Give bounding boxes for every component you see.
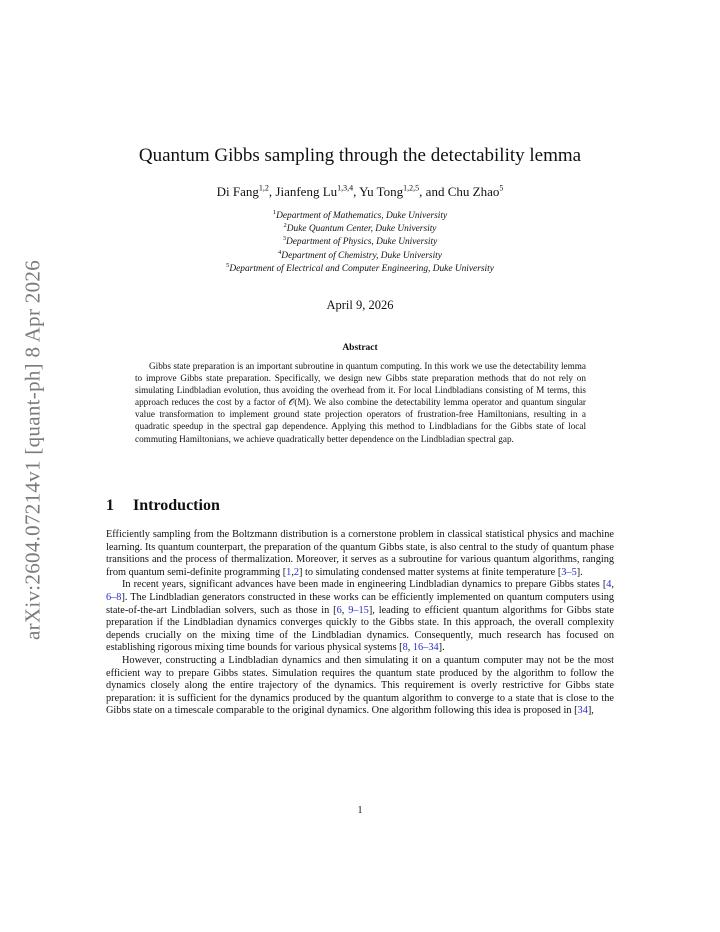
section-heading [106, 497, 220, 515]
affiliation-text: Duke Quantum Center, Duke University [286, 224, 437, 235]
affiliation-line [0, 210, 720, 223]
affiliation-line [0, 250, 720, 263]
section-title: Introduction [133, 497, 220, 514]
body-text-run: ] to simulating condensed matter systems at finite temperature [ [299, 566, 562, 578]
author-name: Di Fang [216, 184, 259, 199]
author-affiliation-mark: 1,2,5 [403, 183, 420, 193]
affiliation-text: Department of Chemistry, Duke University [281, 250, 442, 261]
citation-link[interactable]: 1 [286, 566, 292, 578]
author-name: Chu Zhao [447, 184, 500, 199]
citation-link[interactable]: 3–5 [561, 566, 577, 578]
citation-link[interactable]: 8 [402, 642, 408, 654]
affiliation-text: Department of Electrical and Computer Engineering, Duke University [229, 263, 494, 274]
body-text-run: , [611, 579, 614, 591]
citation-link[interactable]: 6 [336, 604, 342, 616]
body-text [106, 529, 614, 718]
arxiv-stamp-text: arXiv:2604.07214v1 [quant-ph] 8 Apr 2026 [20, 259, 45, 641]
affiliation-mark: 3 [282, 235, 286, 243]
citation-link[interactable]: 4 [606, 579, 612, 591]
paper-date: April 9, 2026 [326, 298, 394, 312]
section-number: 1 [106, 497, 114, 514]
author-name: Yu Tong [359, 184, 404, 199]
body-text-run: In recent years, significant advances have been made in engineering Lindbladian dynamics to prepare Gibbs states [ [122, 579, 607, 591]
author-name: Jianfeng Lu [275, 184, 338, 199]
body-text-run: , [407, 642, 413, 654]
affiliation-mark: 5 [226, 261, 230, 269]
body-paragraph [106, 655, 614, 718]
body-text-run: , [291, 566, 294, 578]
affiliation-line [0, 263, 720, 276]
abstract-heading: Abstract [342, 343, 378, 353]
citation-link[interactable]: 2 [293, 566, 300, 578]
author-list: Di Fang$^{1,2}$, Jianfeng Lu$^{1,3,4}$, Yu Tong$^{1,2,5}$, and Chu Zhao$^5$ [216, 183, 504, 199]
citation-link[interactable]: 16–34 [412, 642, 439, 654]
citation-link[interactable]: 34 [577, 705, 588, 717]
body-paragraph [106, 579, 614, 655]
paper-title: Quantum Gibbs sampling through the detectability lemma [138, 145, 582, 166]
affiliation-list [0, 210, 720, 276]
body-text-run: However, constructing a Lindbladian dynamics and then simulating it on a quantum computer may not be the most efficient way to prepare Gibbs states. Simulation requires the quantum state produced by the algorithm to follow the dynamics closely along the entire trajectory of the dynamics. This requirement is overly restrictive for Gibbs state preparation: it is sufficient for the dynamics produced by the quantum algorithm to converge to a state that is close to the Gibbs state on a timescale comparable to the original dynamics. One algorithm following this idea is proposed in [ [106, 654, 614, 717]
body-paragraph [106, 529, 614, 579]
body-text-run: ]. The Lindbladian generators constructed in these works can be efficiently implemented on quantum computers using state-of-the-art Lindbladian solvers, such as those in [ [106, 591, 614, 616]
body-text-run: ], leading to efficient quantum algorithms for Gibbs state preparation if the Lindbladian dynamics converges quickly to the Gibbs state. In this approach, the overall complexity depends crucially on the mixing time of the Lindbladian dynamics. Consequently, much research has focused on establishing rigorous mixing time bounds for various physical systems [ [106, 604, 614, 654]
body-text-run: Efficiently sampling from the Boltzmann distribution is a cornerstone problem in classical statistical physics and machine learning. Its quantum counterpart, the preparation of the quantum Gibbs state, is also central to the study of quantum phase transitions and the process of thermalization. Moreover, it serves as a subroutine for various quantum algorithms, ranging from quantum semi-definite programming [ [106, 529, 614, 578]
affiliation-text: Department of Physics, Duke University [285, 237, 438, 248]
affiliation-text: Department of Mathematics, Duke University [276, 211, 448, 221]
body-text-run: ], [587, 705, 594, 717]
affiliation-mark: 2 [283, 222, 287, 230]
page-number: 1 [357, 805, 363, 816]
body-text-run: , [341, 604, 349, 616]
author-affiliation-mark: 1,3,4 [337, 183, 354, 193]
affiliation-mark: 1 [272, 208, 277, 216]
author-affiliation-mark: 5 [499, 183, 504, 193]
affiliation-mark: 4 [278, 248, 282, 256]
body-text-run: ]. [438, 642, 445, 654]
affiliation-line [0, 223, 720, 236]
citation-link[interactable]: 6–8 [106, 591, 122, 603]
affiliation-line [0, 236, 720, 249]
abstract-text: Gibbs state preparation is an important subroutine in quantum computing. In this work we use the detectability lemma to improve Gibbs state preparation. Specifically, we design new Gibbs state preparation methods that do not rely on simulating Lindbladian evolution, thus avoiding the overhead from it. For local Lindbladians consisting of M terms, this approach reduces the cost by a factor of 𝒪(M). We also combine the detectability lemma operator and quantum singular value transformation to implement ground state projection operators of frustration-free Hamiltonians, resulting in a quadratic speedup in the spectral gap dependence. Applying this method to Lindbladians for the Gibbs state of local commuting Hamiltonians, we achieve quadratically better dependence on the Lindbladian spectral gap. [135, 361, 586, 444]
author-affiliation-mark: 1,2 [258, 183, 269, 193]
citation-link[interactable]: 9–15 [348, 604, 369, 616]
body-text-run: ]. [576, 566, 583, 578]
